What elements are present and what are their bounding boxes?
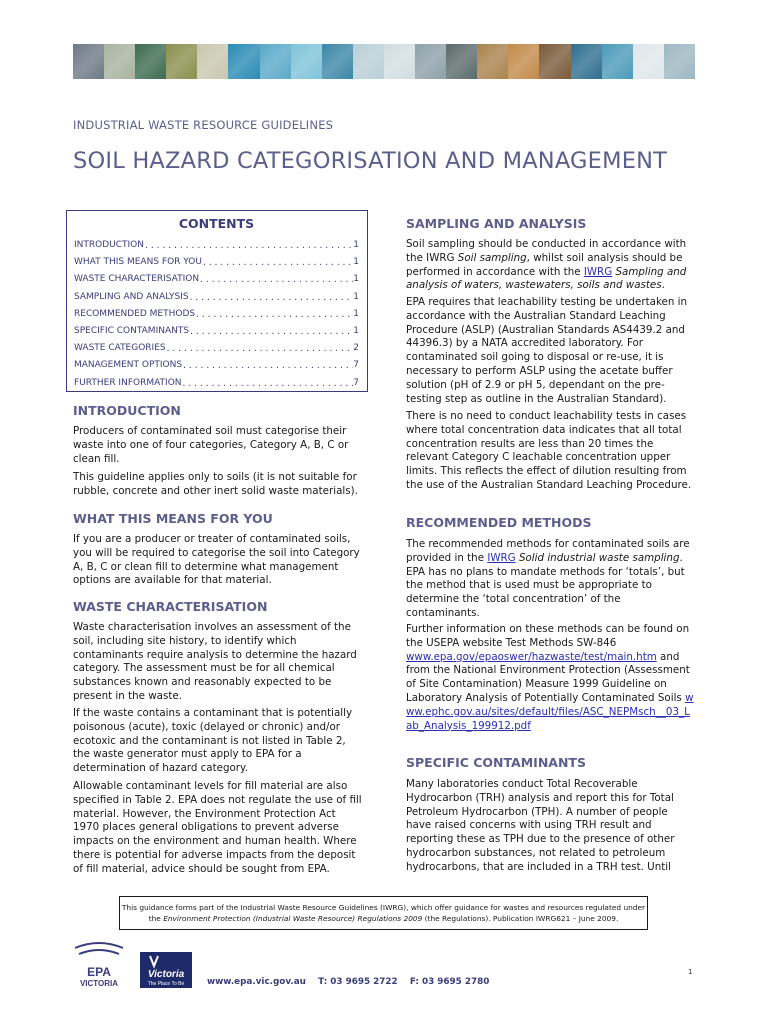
toc-item-label: WASTE CHARACTERISATION <box>74 274 200 285</box>
toc-item[interactable] <box>74 357 359 374</box>
toc-item-page: 1 <box>353 257 359 268</box>
banner-photo-tile <box>633 44 664 79</box>
banner-photo-tile <box>664 44 695 79</box>
ephc-link[interactable]: www.ephc.gov.au/sites/default/files/ASC_NEPMsch__03_Lab_Analysis_199912.pdf <box>406 691 694 732</box>
methods-paragraph-2: Further information on these methods can be found on the USEPA website Test Methods SW-846 www.epa.gov/epaoswer/hazwaste/test/main.htm and from the National Environment Protection (Assessment of Site Contamination) Measure 1999 Guideline on Laboratory Analysis of Potentially Contaminated Soils www.ephc.gov.au/sites/default/files/ASC_NEPMsch__03_Lab_Analysis_199912.pdf <box>406 623 694 732</box>
toc-item[interactable] <box>74 306 359 323</box>
photo-banner <box>73 44 695 79</box>
phone-number: T: 03 9695 2722 <box>318 977 398 987</box>
heading-what-this-means: WHAT THIS MEANS FOR YOU <box>73 511 273 526</box>
banner-photo-tile <box>353 44 384 79</box>
banner-photo-tile <box>571 44 602 79</box>
victoria-logo-text: Victoria <box>147 969 185 980</box>
banner-photo-tile <box>260 44 291 79</box>
toc-item[interactable] <box>74 271 359 288</box>
contaminants-paragraph-1: Many laboratories conduct Total Recoverable Hydrocarbon (TRH) analysis and report this for Total Petroleum Hydrocarbon (TPH). A number of people have raised concerns with using TRH result and reporting these as TPH due to the presence of other hydrocarbon substances, not related to petroleum hydrocarbons, that are included in a TRH test. Until <box>406 778 675 873</box>
toc-item-label: MANAGEMENT OPTIONS <box>74 360 183 371</box>
victoria-logo <box>140 952 192 988</box>
usepa-link[interactable]: www.epa.gov/epaoswer/hazwaste/test/main.htm <box>406 650 657 663</box>
banner-photo-tile <box>291 44 322 79</box>
toc-item[interactable] <box>74 254 359 271</box>
toc-item-label: FURTHER INFORMATION <box>74 377 182 388</box>
toc-item-label: SAMPLING AND ANALYSIS <box>74 291 189 302</box>
toc-item-page: 1 <box>353 291 359 302</box>
toc-item-page: 1 <box>353 274 359 285</box>
toc-leader <box>195 306 353 323</box>
heading-waste-characterisation: WASTE CHARACTERISATION <box>73 599 268 614</box>
contents-heading: CONTENTS <box>178 216 255 231</box>
banner-photo-tile <box>104 44 135 79</box>
fax-number: F: 03 9695 2780 <box>409 977 490 987</box>
contact-line <box>207 977 489 987</box>
toc-item-page: 1 <box>353 308 359 319</box>
toc-leader <box>202 254 353 271</box>
banner-photo-tile <box>602 44 633 79</box>
sampling-paragraph-1: Soil sampling should be conducted in accordance with the IWRG Soil sampling, whilst soil analysis should be performed in accordance with the IWRG Sampling and analysis of waters, wastewaters, soils and wastes. <box>406 238 687 292</box>
intro-paragraph-1: Producers of contaminated soil must categorise their waste into one of four categories, Category A, B, C or clean fill. <box>73 425 349 465</box>
heading-sampling-analysis: SAMPLING AND ANALYSIS <box>406 216 587 231</box>
toc-item-label: RECOMMENDED METHODS <box>74 308 196 319</box>
toc-item[interactable] <box>74 340 359 357</box>
website-link[interactable]: www.epa.vic.gov.au <box>207 977 306 987</box>
toc-item-page: 1 <box>353 240 359 250</box>
guideline-note: This guidance forms part of the Industrial Waste Resource Guidelines (IWRG), which offer guidance for wastes and resources regulated under the Environment Protection (Industrial Waste Resource) Regulations 2009 (the Regulations). Publication IWRG621 – June 2009. <box>119 896 648 930</box>
epa-logo-subtext: VICTORIA <box>79 979 119 988</box>
toc-item[interactable] <box>74 323 359 340</box>
toc-leader <box>144 237 353 254</box>
epa-logo <box>73 940 125 988</box>
toc-item[interactable] <box>74 289 359 306</box>
iwrg-link-2[interactable]: IWRG <box>487 551 516 564</box>
victoria-tagline: The Place To Be <box>147 981 185 987</box>
iwrg-link[interactable]: IWRG <box>583 265 613 278</box>
toc-item-page: 1 <box>353 325 359 336</box>
banner-photo-tile <box>135 44 166 79</box>
toc-item[interactable] <box>74 375 359 392</box>
toc-item-label: INTRODUCTION <box>74 240 144 250</box>
banner-photo-tile <box>539 44 570 79</box>
banner-photo-tile <box>166 44 197 79</box>
toc-leader <box>166 340 354 357</box>
banner-photo-tile <box>73 44 104 79</box>
page-number: 1 <box>688 968 693 976</box>
banner-photo-tile <box>384 44 415 79</box>
toc-leader <box>189 323 353 340</box>
toc-leader <box>182 375 354 392</box>
banner-photo-tile <box>508 44 539 79</box>
toc-item-page: 7 <box>353 377 359 388</box>
heading-introduction: INTRODUCTION <box>73 403 181 418</box>
toc-leader <box>189 289 354 306</box>
toc-leader <box>199 271 353 288</box>
banner-photo-tile <box>228 44 259 79</box>
toc-item[interactable] <box>74 237 359 254</box>
sampling-paragraph-3: There is no need to conduct leachability tests in cases where total concentration data indicates that all total concentration results are less than 20 times the relevant Category C leachable concentration upper limits. This reflects the effect of dilution resulting from the use of the Australian Standard Leaching Procedure. <box>406 410 692 491</box>
banner-photo-tile <box>322 44 353 79</box>
banner-photo-tile <box>415 44 446 79</box>
toc-item-label: SPECIFIC CONTAMINANTS <box>74 325 190 336</box>
toc-leader <box>182 357 353 374</box>
intro-paragraph-2: This guideline applies only to soils (it is not suitable for rubble, concrete and other inert solid waste materials). <box>73 471 358 497</box>
toc-item-page: 2 <box>353 343 359 354</box>
char-paragraph-2: If the waste contains a contaminant that is potentially poisonous (acute), toxic (delayed or chronic) and/or ecotoxic and the contaminant is not listed in Table 2, the waste generator must apply to EPA for a determination of hazard category. <box>73 707 353 775</box>
sampling-paragraph-2: EPA requires that leachability testing be undertaken in accordance with the Australian Standard Leaching Procedure (ASLP) (Australian Standards AS4439.2 and 44396.3) by a NATA accredited laboratory. For contaminated soil going to disposal or re-use, it is necessary to perform ASLP using the acetate buffer solution (pH of 2.9 or pH 5, dependant on the pre-testing step as outline in the Australian Standard). <box>406 296 688 405</box>
page-title: SOIL HAZARD CATEGORISATION AND MANAGEMENT <box>73 148 668 174</box>
toc-item-label: WASTE CATEGORIES <box>74 343 166 354</box>
contents-box <box>66 210 368 392</box>
char-paragraph-3: Allowable contaminant levels for fill material are also specified in Table 2. EPA does not regulate the use of fill material. However, the Environment Protection Act 1970 places general obligations to prevent adverse impacts on the environment and human health. Where there is potential for adverse impacts from the deposit of fill material, advice should be sought from EPA. <box>73 780 362 875</box>
heading-specific-contaminants: SPECIFIC CONTAMINANTS <box>406 755 586 770</box>
banner-photo-tile <box>197 44 228 79</box>
banner-photo-tile <box>446 44 477 79</box>
heading-recommended-methods: RECOMMENDED METHODS <box>406 515 592 530</box>
banner-photo-tile <box>477 44 508 79</box>
toc-item-page: 7 <box>353 360 359 371</box>
series-title: INDUSTRIAL WASTE RESOURCE GUIDELINES <box>73 118 334 132</box>
methods-paragraph-1: The recommended methods for contaminated soils are provided in the IWRG Solid industrial waste sampling. EPA has no plans to mandate methods for ‘totals’, but the method that is used must be appropriate to determine the ‘total concentration’ of the contaminants. <box>406 538 690 619</box>
means-paragraph-1: If you are a producer or treater of contaminated soils, you will be required to categorise the soil into Category A, B, C or clean fill to determine what management options are available for that material. <box>73 533 360 587</box>
epa-logo-text: EPA <box>87 965 111 979</box>
char-paragraph-1: Waste characterisation involves an assessment of the soil, including site history, to identify which contaminants require analysis to determine the hazard category. The assessment must be for all chemical substances known and reasonably expected to be present in the waste. <box>73 621 357 702</box>
toc-item-label: WHAT THIS MEANS FOR YOU <box>74 257 202 268</box>
